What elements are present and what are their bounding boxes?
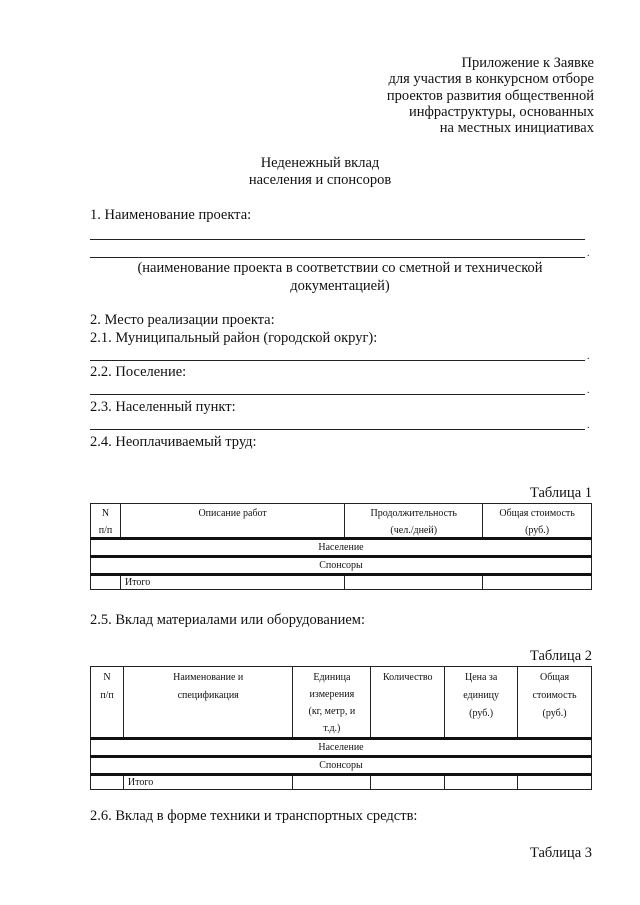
header-text: спецификация [177, 690, 239, 701]
table-1-caption: Таблица 1 [529, 485, 592, 501]
table-row [91, 739, 592, 757]
total-label-cell: Итого [120, 575, 344, 590]
line-end-dot: . [587, 351, 590, 362]
table-row [91, 539, 592, 557]
appendix-header-line: на местных инициативах [439, 120, 594, 137]
header-text: N [101, 508, 110, 519]
header-text: Наименование и [173, 672, 244, 683]
location-label: 2. Место реализации проекта: [90, 312, 275, 328]
locality-label: 2.3. Населенный пункт: [90, 399, 236, 415]
table-1 [90, 503, 592, 590]
header-text: (чел./дней) [390, 525, 438, 536]
appendix-header-line: Приложение к Заявке [461, 55, 594, 71]
header-text: N [103, 672, 111, 683]
name-header [123, 667, 293, 739]
population-row-cell: Население [91, 539, 592, 557]
header-text: п/п [98, 525, 113, 536]
population-row-cell: Население [91, 739, 592, 757]
header-text: т.д.) [323, 723, 341, 734]
total-duration-cell[interactable] [345, 575, 483, 590]
table-2-caption: Таблица 2 [529, 648, 592, 664]
header-text: п/п [100, 690, 114, 701]
table-3-caption: Таблица 3 [529, 845, 592, 861]
header-text: единицу [463, 690, 500, 701]
appendix-header [387, 55, 594, 136]
table-2 [90, 666, 592, 790]
table-row [91, 775, 592, 790]
line-end-dot: . [587, 248, 590, 259]
project-name-fill-line-2[interactable] [90, 257, 585, 258]
description-header [120, 504, 344, 539]
table-row [91, 575, 592, 590]
title-line-1: Неденежный вклад [260, 155, 380, 171]
header-text: Цена за [464, 672, 498, 683]
total-price-cell[interactable] [445, 775, 518, 790]
appendix-header-line: инфраструктуры, основанных [408, 103, 594, 120]
machinery-label: 2.6. Вклад в форме техники и транспортных средств: [90, 808, 418, 824]
total-header [518, 667, 592, 739]
total-num-cell[interactable] [91, 575, 121, 590]
num-header [91, 667, 124, 739]
sponsors-row-cell: Спонсоры [91, 757, 592, 775]
title-line-2: населения и спонсоров [248, 172, 392, 188]
locality-fill-line[interactable] [90, 429, 585, 430]
table-1-header-row [91, 504, 592, 539]
price-header [445, 667, 518, 739]
table-row [91, 557, 592, 575]
hint-line-2: документацией) [290, 278, 390, 294]
header-text: (кг, метр, и [308, 706, 356, 717]
settlement-fill-line[interactable] [90, 394, 585, 395]
total-cost-cell[interactable] [518, 775, 592, 790]
total-cost-cell[interactable] [483, 575, 592, 590]
header-text: измерения [309, 689, 355, 700]
header-text: (руб.) [525, 525, 550, 536]
line-end-dot: . [587, 420, 590, 431]
total-label-cell: Итого [123, 775, 293, 790]
header-text: стоимость [532, 690, 577, 701]
total-quantity-cell[interactable] [371, 775, 445, 790]
header-text: (руб.) [542, 708, 567, 719]
settlement-label: 2.2. Поселение: [90, 364, 187, 380]
project-name-label: 1. Наименование проекта: [90, 207, 252, 223]
sponsors-row-cell: Спонсоры [91, 557, 592, 575]
materials-label: 2.5. Вклад материалами или оборудованием: [90, 612, 366, 628]
unpaid-labor-label: 2.4. Неоплачиваемый труд: [90, 434, 257, 450]
appendix-header-line: для участия в конкурсном отборе [388, 71, 594, 88]
project-name-fill-line-1[interactable] [90, 239, 585, 240]
municipal-district-label: 2.1. Муниципальный район (городской округ): [90, 330, 378, 346]
cost-header [483, 504, 592, 539]
hint-line-1: (наименование проекта в соответствии со сметной и технической [137, 260, 543, 276]
project-name-hint [90, 259, 590, 295]
total-num-cell[interactable] [91, 775, 124, 790]
header-text: (руб.) [469, 708, 494, 719]
appendix-header-line: проектов развития общественной [386, 87, 594, 104]
document-title [0, 155, 640, 189]
table-row [91, 757, 592, 775]
line-end-dot: . [587, 385, 590, 396]
table-2-header-row [91, 667, 592, 739]
unit-header [293, 667, 371, 739]
header-text: Единица [313, 672, 351, 683]
header-text: Описание работ [198, 508, 267, 519]
header-text: Общая стоимость [499, 508, 575, 519]
municipal-district-fill-line[interactable] [90, 360, 585, 361]
quantity-header [371, 667, 445, 739]
header-text: Количество [382, 672, 433, 683]
header-text: Продолжительность [370, 508, 457, 519]
num-header [91, 504, 121, 539]
total-unit-cell[interactable] [293, 775, 371, 790]
header-text: Общая [540, 672, 570, 683]
duration-header [345, 504, 483, 539]
